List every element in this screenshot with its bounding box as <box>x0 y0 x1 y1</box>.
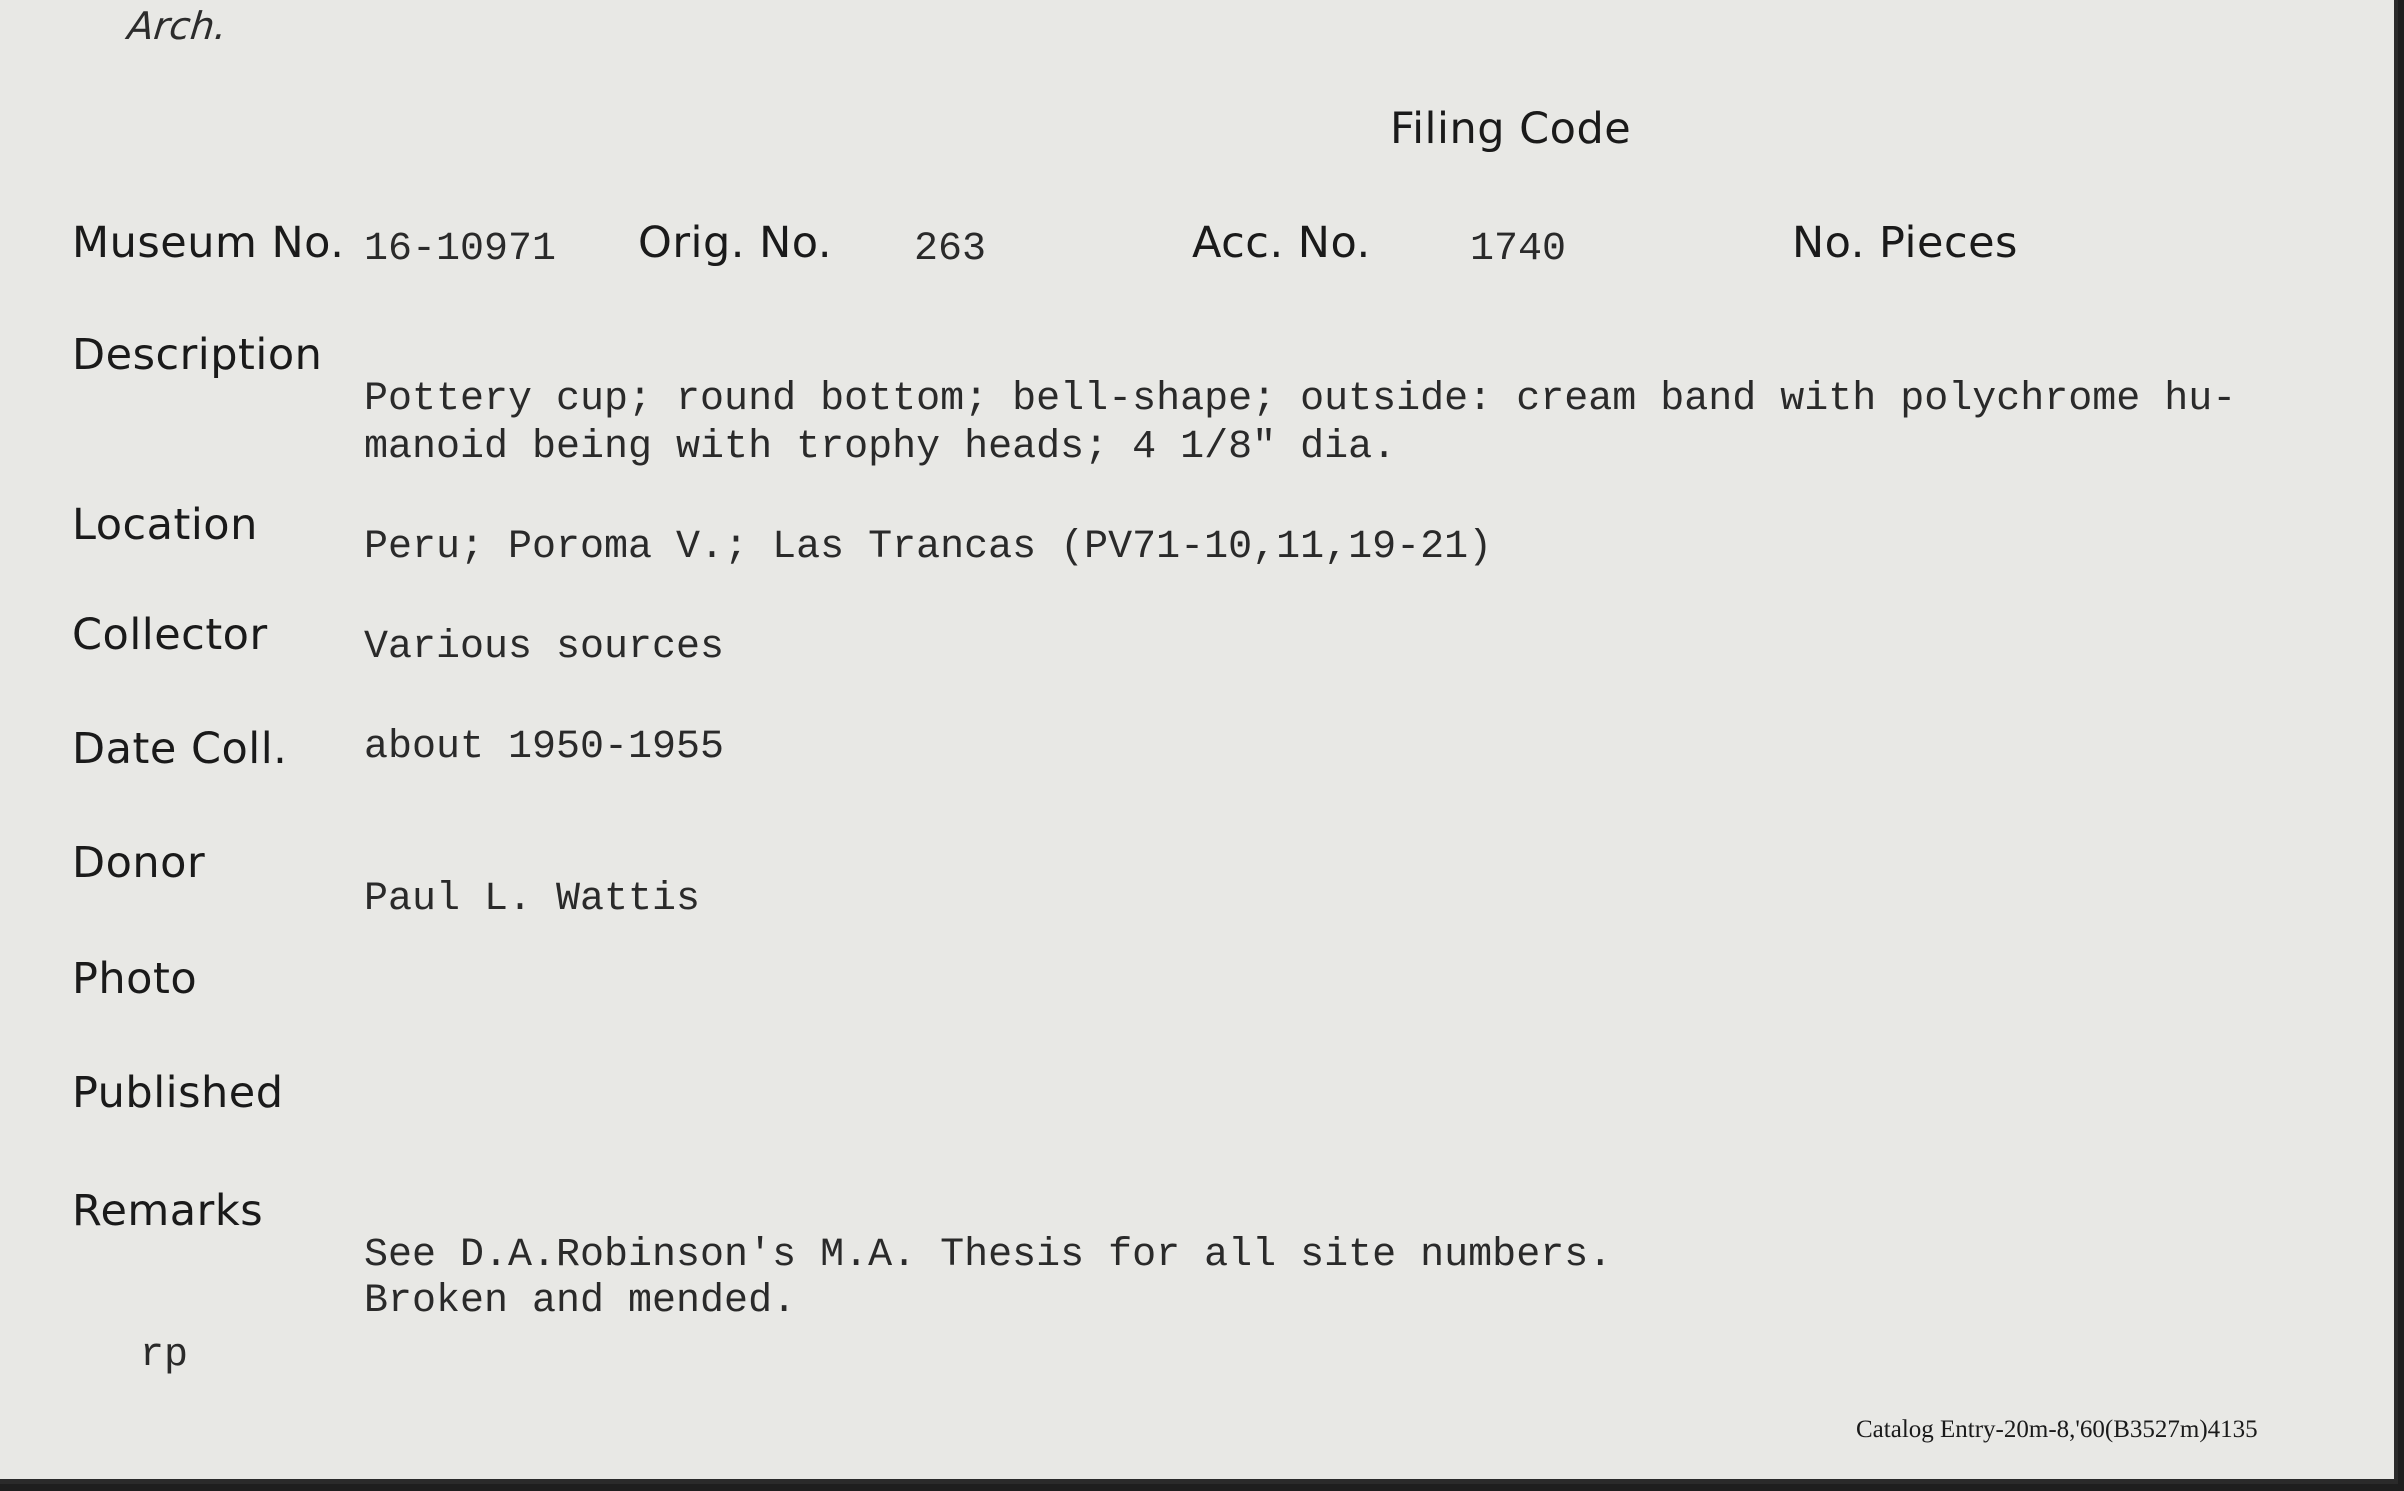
description-label: Description <box>72 330 323 380</box>
orig-no-label: Orig. No. <box>638 218 832 268</box>
location-value: Peru; Poroma V.; Las Trancas (PV71-10,11,19-21) <box>364 525 1493 570</box>
museum-no-label: Museum No. <box>72 218 345 268</box>
date-coll-label: Date Coll. <box>72 724 288 774</box>
initials: rp <box>140 1333 189 1378</box>
description-line-1: Pottery cup; round bottom; bell-shape; outside: cream band with polychrome hu- <box>364 377 2237 422</box>
catalog-entry-footer: Catalog Entry-20m-8,'60(B3527m)4135 <box>1856 1416 2258 1443</box>
corner-note: Arch. <box>125 4 229 48</box>
location-label: Location <box>72 500 258 550</box>
orig-no-value: 263 <box>914 227 987 272</box>
donor-label: Donor <box>72 838 206 888</box>
remarks-line-2: Broken and mended. <box>364 1279 797 1324</box>
published-label: Published <box>72 1068 284 1118</box>
no-pieces-label: No. Pieces <box>1792 218 2018 268</box>
donor-value: Paul L. Wattis <box>364 877 701 922</box>
date-coll-value: about 1950-1955 <box>364 725 725 770</box>
description-line-2: manoid being with trophy heads; 4 1/8" dia. <box>364 425 1397 470</box>
acc-no-value: 1740 <box>1470 227 1567 272</box>
museum-no-value: 16-10971 <box>364 227 557 272</box>
collector-label: Collector <box>72 610 268 660</box>
remarks-label: Remarks <box>72 1186 264 1236</box>
acc-no-label: Acc. No. <box>1192 218 1371 268</box>
photo-label: Photo <box>72 954 198 1004</box>
remarks-line-1: See D.A.Robinson's M.A. Thesis for all site numbers. <box>364 1233 1613 1278</box>
filing-code-label: Filing Code <box>1390 104 1632 154</box>
collector-value: Various sources <box>364 625 725 670</box>
